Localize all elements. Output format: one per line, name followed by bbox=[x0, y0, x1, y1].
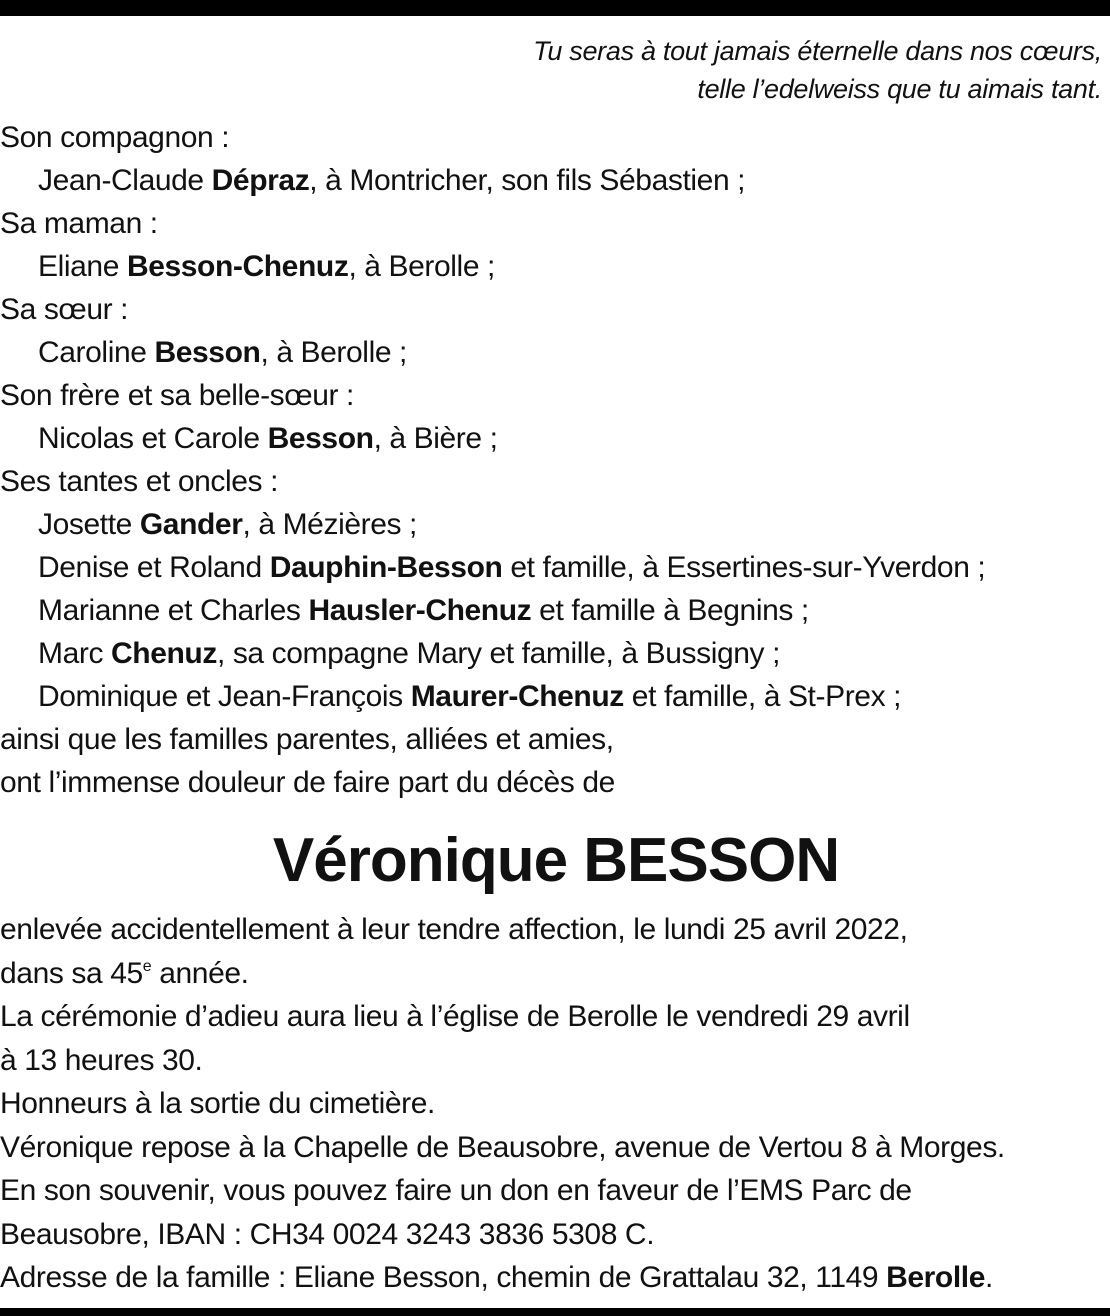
member-given-names: Caroline bbox=[38, 336, 155, 369]
family-member bbox=[0, 331, 1106, 374]
resting-place-line: Véronique repose à la Chapelle de Beausobre, avenue de Vertou 8 à Morges. bbox=[0, 1130, 1005, 1164]
member-surname: Besson bbox=[267, 422, 374, 455]
family-group-heading: Son compagnon : bbox=[0, 121, 230, 154]
address-end: . bbox=[985, 1261, 993, 1294]
honours-line: Honneurs à la sortie du cimetière. bbox=[0, 1087, 435, 1120]
family-group-heading: Sa sœur : bbox=[0, 293, 129, 326]
member-given-names: Josette bbox=[38, 508, 140, 541]
member-details: , sa compagne Mary et famille, à Bussigny ; bbox=[216, 637, 781, 670]
family-group-heading: Ses tantes et oncles : bbox=[0, 465, 279, 498]
ceremony-line: La cérémonie d’adieu aura lieu à l’église de Berolle le vendredi 29 avril bbox=[0, 1000, 910, 1033]
member-details: , à Mézières ; bbox=[242, 508, 417, 541]
ordinal-suffix: e bbox=[142, 957, 152, 975]
family-member bbox=[0, 503, 1106, 546]
member-details: , à Berolle ; bbox=[348, 250, 495, 283]
member-details: , à Berolle ; bbox=[260, 336, 407, 369]
bottom-border-rule bbox=[0, 1308, 1110, 1316]
family-group-heading: Sa maman : bbox=[0, 207, 158, 240]
deceased-name: Véronique BESSON bbox=[272, 825, 840, 895]
donation-line: En son souvenir, vous pouvez faire un don en faveur de l’EMS Parc de bbox=[0, 1174, 912, 1207]
member-surname: Dépraz bbox=[211, 164, 310, 197]
member-given-names: Jean-Claude bbox=[38, 164, 212, 197]
family-member bbox=[0, 632, 1106, 675]
epigraph-line: telle l’edelweiss que tu aimais tant. bbox=[697, 74, 1102, 104]
ceremony-details bbox=[0, 908, 1106, 1300]
death-notice-line: enlevée accidentellement à leur tendre affection, le lundi 25 avril 2022, bbox=[0, 913, 908, 946]
member-details: et famille, à St-Prex ; bbox=[623, 680, 902, 713]
member-surname: Chenuz bbox=[111, 637, 217, 670]
member-surname: Besson-Chenuz bbox=[126, 250, 349, 283]
member-given-names: Eliane bbox=[38, 250, 127, 283]
closing-line: ont l’immense douleur de faire part du décès de bbox=[0, 766, 615, 799]
ceremony-line: à 13 heures 30. bbox=[0, 1043, 203, 1077]
member-surname: Maurer-Chenuz bbox=[410, 680, 624, 713]
family-member bbox=[0, 245, 1106, 288]
family-list bbox=[0, 116, 1106, 917]
member-surname: Besson bbox=[154, 336, 261, 369]
member-surname: Hausler-Chenuz bbox=[308, 594, 532, 627]
family-member bbox=[0, 675, 1106, 718]
address-town: Berolle bbox=[886, 1261, 986, 1294]
member-given-names: Denise et Roland bbox=[38, 551, 270, 584]
family-member bbox=[0, 417, 1106, 460]
member-details: et famille à Begnins ; bbox=[531, 594, 809, 627]
address-text: Adresse de la famille : Eliane Besson, chemin de Grattalau 32, 1149 bbox=[0, 1261, 887, 1294]
family-member bbox=[0, 589, 1106, 632]
family-group-heading: Son frère et sa belle-sœur : bbox=[0, 379, 354, 412]
age-line bbox=[0, 952, 1106, 996]
member-details: , à Bière ; bbox=[373, 422, 498, 455]
age-text-end: année. bbox=[151, 956, 249, 990]
member-given-names: Dominique et Jean-François bbox=[38, 680, 411, 713]
member-details: et famille, à Essertines-sur-Yverdon ; bbox=[502, 551, 986, 584]
member-given-names: Marianne et Charles bbox=[38, 594, 309, 627]
age-text: dans sa 45 bbox=[0, 956, 143, 990]
closing-line: ainsi que les familles parentes, alliées et amies, bbox=[0, 723, 614, 756]
epigraph bbox=[533, 32, 1102, 108]
top-border-rule bbox=[0, 0, 1110, 16]
member-surname: Dauphin-Besson bbox=[269, 551, 503, 584]
member-surname: Gander bbox=[139, 508, 243, 541]
deceased-name-block bbox=[0, 804, 1106, 917]
member-details: , à Montricher, son fils Sébastien ; bbox=[309, 164, 746, 197]
family-address-line bbox=[0, 1256, 1106, 1300]
member-given-names: Marc bbox=[38, 637, 112, 670]
donation-line: Beausobre, IBAN : CH34 0024 3243 3836 5308 C. bbox=[0, 1217, 655, 1251]
family-member bbox=[0, 159, 1106, 202]
member-given-names: Nicolas et Carole bbox=[38, 422, 268, 455]
family-member bbox=[0, 546, 1106, 589]
epigraph-line: Tu seras à tout jamais éternelle dans nos cœurs, bbox=[533, 36, 1102, 66]
